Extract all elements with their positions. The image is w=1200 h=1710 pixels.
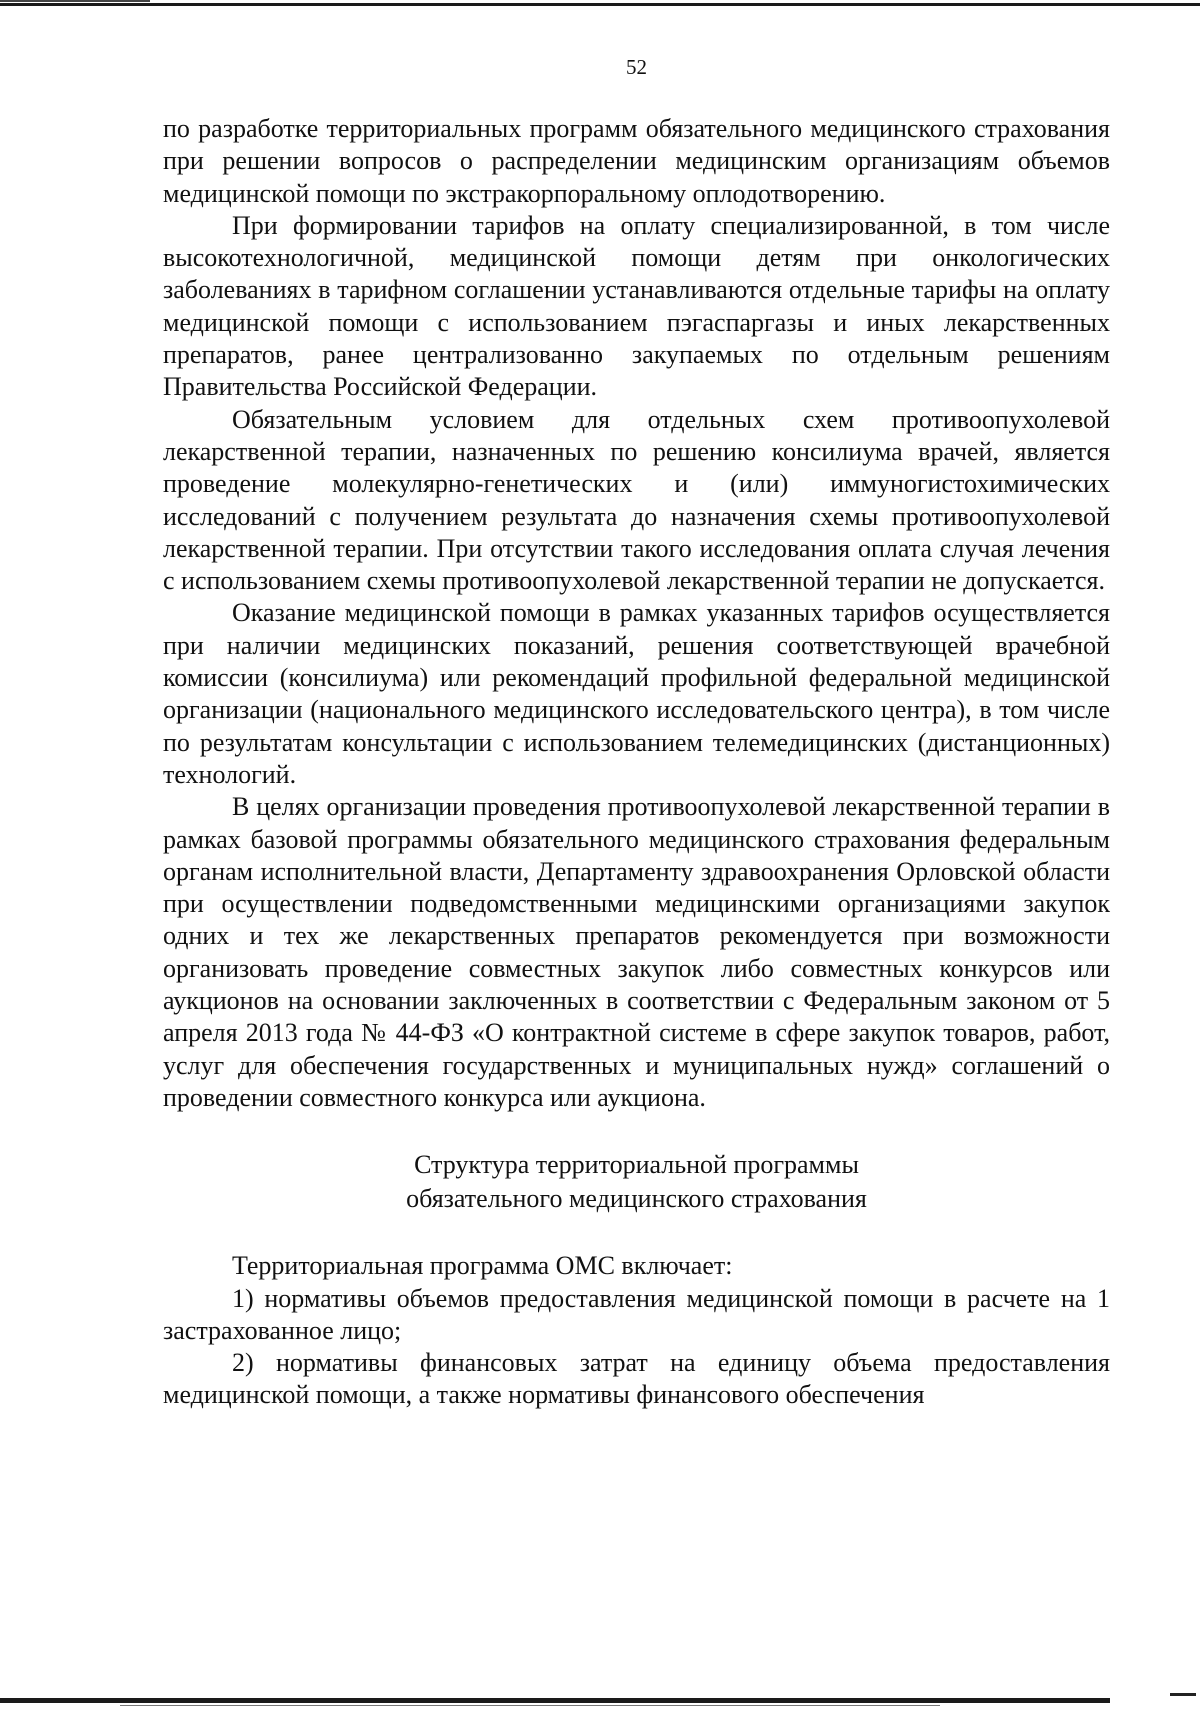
- scan-edge-bottom-thin: [120, 1705, 940, 1706]
- list-item: 1) нормативы объемов предоставления медицинской помощи в расчете на 1 застрахованное лицо;: [163, 1283, 1110, 1345]
- scan-mark-right: [1170, 1693, 1196, 1696]
- paragraph: В целях организации проведения противоопухолевой лекарственной терапии в рамках базовой программы обязательного медицинского страхования федеральным органам исполнительной власти, Департаменту здравоохранения Орловской области при осуществлении подведомственными медицинскими организациями закупок одних и тех же лекарственных препаратов рекомендуется при возможности организовать проведение совместных закупок либо совместных конкурсов или аукционов на основании заключенных в соответствии с Федеральным законом от 5 апреля 2013 года № 44-ФЗ «О контрактной системе в сфере закупок товаров, работ, услуг для обеспечения государственных и муниципальных нужд» соглашений о проведении совместного конкурса или аукциона.: [163, 792, 1110, 1112]
- paragraph: по разработке территориальных программ обязательного медицинского страхования при решении вопросов о распределении медицинским организациям объемов медицинской помощи по экстракорпоральному оплодотворению.: [163, 114, 1110, 208]
- document-body: [163, 113, 1110, 1412]
- paragraph: Обязательным условием для отдельных схем противоопухолевой лекарственной терапии, назначенных по решению консилиума врачей, является проведение молекулярно-генетических и (или) иммуногистохимических исследований с получением результата до назначения схемы противоопухолевой лекарственной терапии. При отсутствии такого исследования оплата случая лечения с использованием схемы противоопухолевой лекарственной терапии не допускается.: [163, 404, 1110, 596]
- document-page: [163, 47, 1110, 1412]
- section-heading-line: Структура территориальной программы: [414, 1150, 859, 1180]
- section-heading-line: обязательного медицинского страхования: [406, 1184, 867, 1214]
- list-item: 2) нормативы финансовых затрат на единицу объема предоставления медицинской помощи, а также нормативы финансового обеспечения: [163, 1348, 1110, 1410]
- list-intro: Территориальная программа ОМС включает:: [232, 1251, 733, 1281]
- section-heading: [163, 1114, 1110, 1250]
- scan-edge-top: [0, 3, 1200, 6]
- page-number: 52: [626, 55, 647, 79]
- paragraph: При формировании тарифов на оплату специализированной, в том числе высокотехнологичной, медицинской помощи детям при онкологических заболеваниях в тарифном соглашении устанавливаются отдельные тарифы на оплату медицинской помощи с использованием пэгаспаргазы и иных лекарственных препаратов, ранее централизованно закупаемых по отдельным решениям Правительства Российской Федерации.: [163, 210, 1110, 402]
- scan-edge-bottom: [0, 1698, 1110, 1703]
- scan-edge-top-left: [0, 0, 150, 2]
- paragraph: Оказание медицинской помощи в рамках указанных тарифов осуществляется при наличии медицинских показаний, решения соответствующей врачебной комиссии (консилиума) или рекомендаций профильной федеральной медицинской организации (национального медицинского исследовательского центра), в том числе по результатам консультации с использованием телемедицинских (дистанционных) технологий.: [163, 598, 1110, 789]
